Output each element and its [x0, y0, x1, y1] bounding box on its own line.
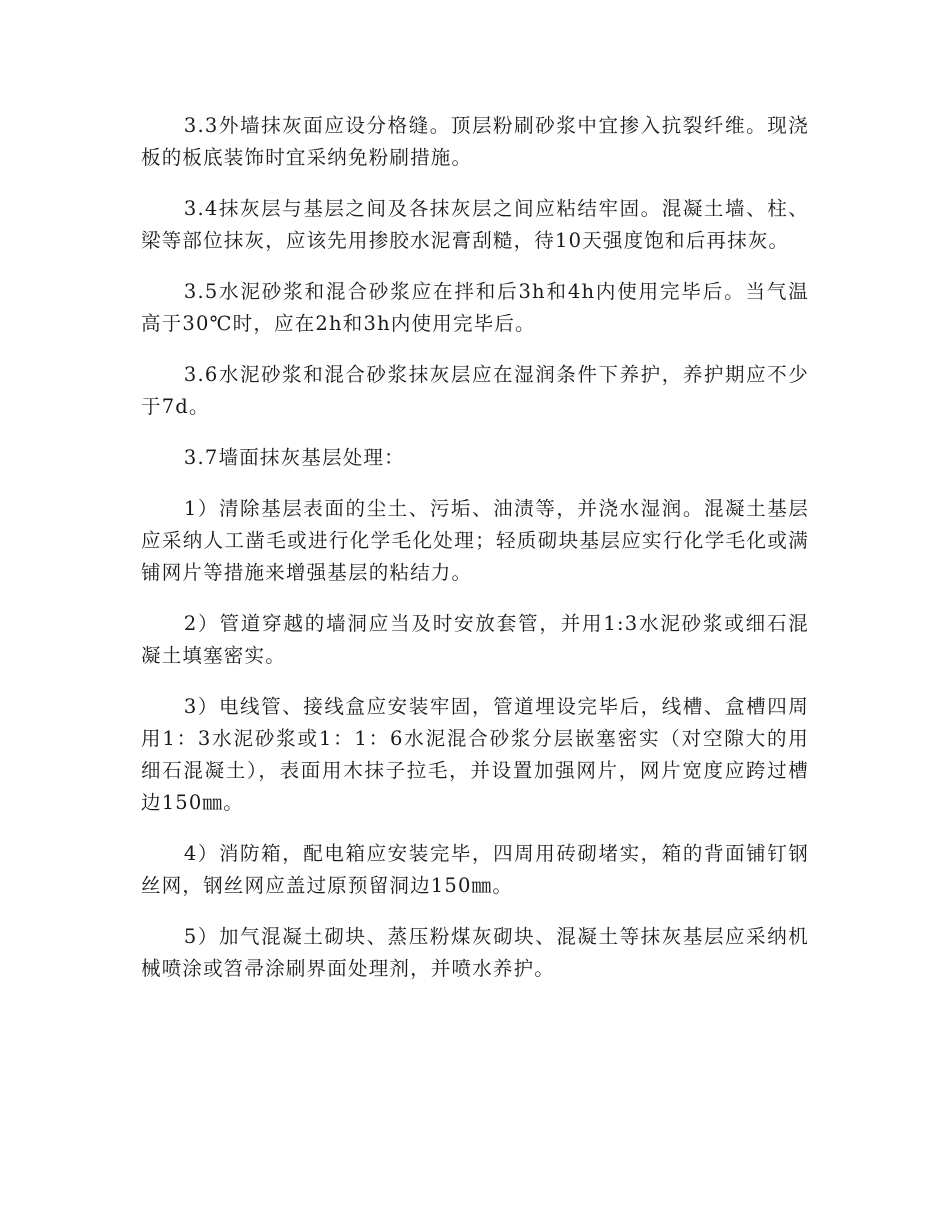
paragraph-3-3: 3.3外墙抹灰面应设分格缝。顶层粉刷砂浆中宜掺入抗裂纤维。现浇板的板底装饰时宜采纳免粉刷措施。 [141, 114, 809, 169]
paragraph-3-4: 3.4抹灰层与基层之间及各抹灰层之间应粘结牢固。混凝土墙、柱、梁等部位抹灰，应该先用掺胶水泥膏刮糙，待10天强度饱和后再抹灰。 [141, 197, 809, 252]
list-item-2: 2）管道穿越的墙洞应当及时安放套管，并用1:3水泥砂浆或细石混凝土填塞密实。 [141, 612, 809, 667]
list-item-1: 1）清除基层表面的尘土、污垢、油渍等，并浇水湿润。混凝土基层应采纳人工凿毛或进行化学毛化处理；轻质砌块基层应实行化学毛化或满铺网片等措施来增强基层的粘结力。 [141, 497, 809, 584]
list-item-4: 4）消防箱，配电箱应安装完毕，四周用砖砌堵实，箱的背面铺钉钢丝网，钢丝网应盖过原预留洞边150㎜。 [141, 842, 809, 897]
paragraph-3-5: 3.5水泥砂浆和混合砂浆应在拌和后3h和4h内使用完毕后。当气温高于30℃时，应在2h和3h内使用完毕后。 [141, 280, 809, 335]
paragraph-3-7-heading: 3.7墙面抹灰基层处理： [183, 446, 405, 469]
paragraph-3-6: 3.6水泥砂浆和混合砂浆抹灰层应在湿润条件下养护，养护期应不少于7d。 [141, 363, 809, 418]
list-item-5: 5）加气混凝土砌块、蒸压粉煤灰砌块、混凝土等抹灰基层应采纳机械喷涂或笤帚涂刷界面处理剂，并喷水养护。 [141, 925, 809, 980]
list-item-3: 3）电线管、接线盒应安装牢固，管道埋设完毕后，线槽、盒槽四周用1：3水泥砂浆或1：1：6水泥混合砂浆分层嵌塞密实（对空隙大的用细石混凝土），表面用木抹子拉毛，并设置加强网片，网片宽度应跨过槽边150㎜。 [141, 695, 809, 814]
document-page [141, 110, 809, 1004]
